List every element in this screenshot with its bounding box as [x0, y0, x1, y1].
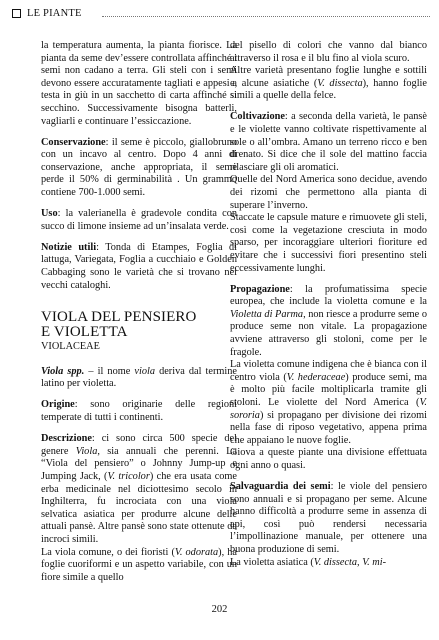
- conservazione-paragraph: Conservazione: il seme è piccolo, giallobruno con un incavo al centro. Dopo 4 anni di conservazione, anche appropriata, il seme perde il 50% di germinabilità . Un grammo contiene 700-1.000 semi.: [41, 136, 237, 199]
- viola-paragraph: Viola spp. – il nome viola deriva dal termine latino per violetta.: [41, 365, 237, 390]
- descrizione-paragraph: Descrizione: ci sono circa 500 specie del genere Viola, sia annuali che perenni. La “Viola del pensiero” o Johnny Jump-up e Jumping Jack, (V. tricolor) che era usata come erba medicinale nel diciottesimo secolo in Inghilterra, fu incrociata con una viola selvatica asiatica per produrre alcune delle attuali pansè. Altre pansè sono state ottenute da incroci simili.: [41, 433, 238, 545]
- page-number: 202: [211, 604, 228, 615]
- descrizione-label: Descrizione: [41, 433, 92, 445]
- coltivazione-paragraph-3: Staccate le capsule mature e rimuovete gli steli, così come la vegetazione cresciuta in modo sparso, per incoraggiare ulteriori fioriture ed evitare che i successivi fiori presentino steli eccessivamente lunghi.: [230, 212, 427, 274]
- notizie-paragraph: Notizie utili: Tonda di Etampes, Foglia di lattuga, Variegata, Foglia a cucchiaio e Golden Cabbaging sono le varietà che si trovano nei vecchi cataloghi.: [41, 241, 237, 291]
- salvaguardia-label: Salvaguardia dei semi: [230, 481, 331, 493]
- propagazione-paragraph-3: Giova a queste piante una divisione effettuata ogni anno o quasi.: [230, 447, 427, 471]
- propagazione-label: Propagazione: [230, 283, 290, 295]
- header-dotted-rule: [102, 16, 430, 17]
- left-column: [41, 40, 237, 584]
- coltivazione-label: Coltivazione: [230, 111, 285, 123]
- uso-label: Uso: [41, 208, 58, 220]
- conservazione-label: Conservazione: [41, 136, 106, 148]
- uso-paragraph: Uso: la valerianella è gradevole condita con succo di limone insieme ad un’insalata verde.: [41, 208, 237, 232]
- origine-paragraph: Origine: sono originarie delle regioni temperate di tutti i continenti.: [41, 399, 237, 424]
- header-square-icon: [12, 9, 21, 18]
- viola-comune-paragraph: La viola comune, o dei fioristi (V. odorata), ha foglie cuoriformi e un aspetto variabile, con un fiore simile a quello: [41, 546, 237, 583]
- origine-label: Origine: [41, 399, 75, 411]
- coltivazione-paragraph: Coltivazione: a seconda della varietà, le pansè e le violette vanno coltivate rispettivamente al sole o all’ombra. Amano un terreno ricco e ben drenato. Si dice che il sole del mattino faccia rilasciare gli oli aromatici.: [230, 111, 427, 173]
- section-family: VIOLACEAE: [41, 341, 100, 353]
- intro-paragraph: la temperatura aumenta, la pianta fiorisce. La pianta da seme dev’essere controllata affinché i semi non cadano a terra. Gli steli con i semi devono essere accuratamente tagliati e appesi a testa in giù in un sacchetto di carta affinché si secchino. Successivamente bisogna batterli, vagliarli e continuare l’essiccazione.: [41, 40, 237, 127]
- varieta-paragraph: Altre varietà presentano foglie lunghe e sottili e, alcune asiatiche (V. dissecta), hanno foglie simili a quelle della felce.: [230, 65, 427, 102]
- propagazione-paragraph: Propagazione: la profumatissima specie europea, che include la violetta comune e la Violetta di Parma, non riesce a produrre seme o produce seme non vitale. La propagazione avviene attraverso gli stoloni, come per le fragole.: [230, 283, 427, 358]
- continuation-paragraph: del pisello di colori che vanno dal bianco attraverso il rosa e il blu fino al viola scuro.: [230, 40, 427, 64]
- salvaguardia-paragraph-2: La violetta asiatica (V. dissecta, V. mi-: [230, 556, 387, 568]
- notizie-label: Notizie utili: [41, 241, 97, 253]
- viola-label: Viola spp.: [41, 365, 85, 377]
- salvaguardia-paragraph: Salvaguardia dei semi: le viole del pensiero sono annuali e si propagano per seme. Alcune hanno difficoltà a produrre seme in assenza di api, così può rendersi necessaria l’impollinazione manuale, per ottenere una buona produzione di semi.: [230, 481, 427, 556]
- propagazione-paragraph-2: La violetta comune indigena che è bianca con il centro viola (V. hederaceae) produce semi, ma è molto più facile moltiplicarla tramite gli stoloni. Le violette del Nord America (V. sororia) si propagano per divisione dei rizomi nella fase di riposo vegetativo, appena prima che appaiano le nuove foglie.: [230, 359, 427, 446]
- header-title: LE PIANTE: [27, 8, 82, 19]
- section-title: VIOLA DEL PENSIERO E VIOLETTA: [41, 309, 197, 341]
- right-column: [230, 40, 427, 569]
- running-header: [12, 7, 430, 23]
- coltivazione-paragraph-2: Quelle del Nord America sono decidue, avendo dei rizomi che permettono alla pianta di superare l’inverno.: [230, 174, 427, 211]
